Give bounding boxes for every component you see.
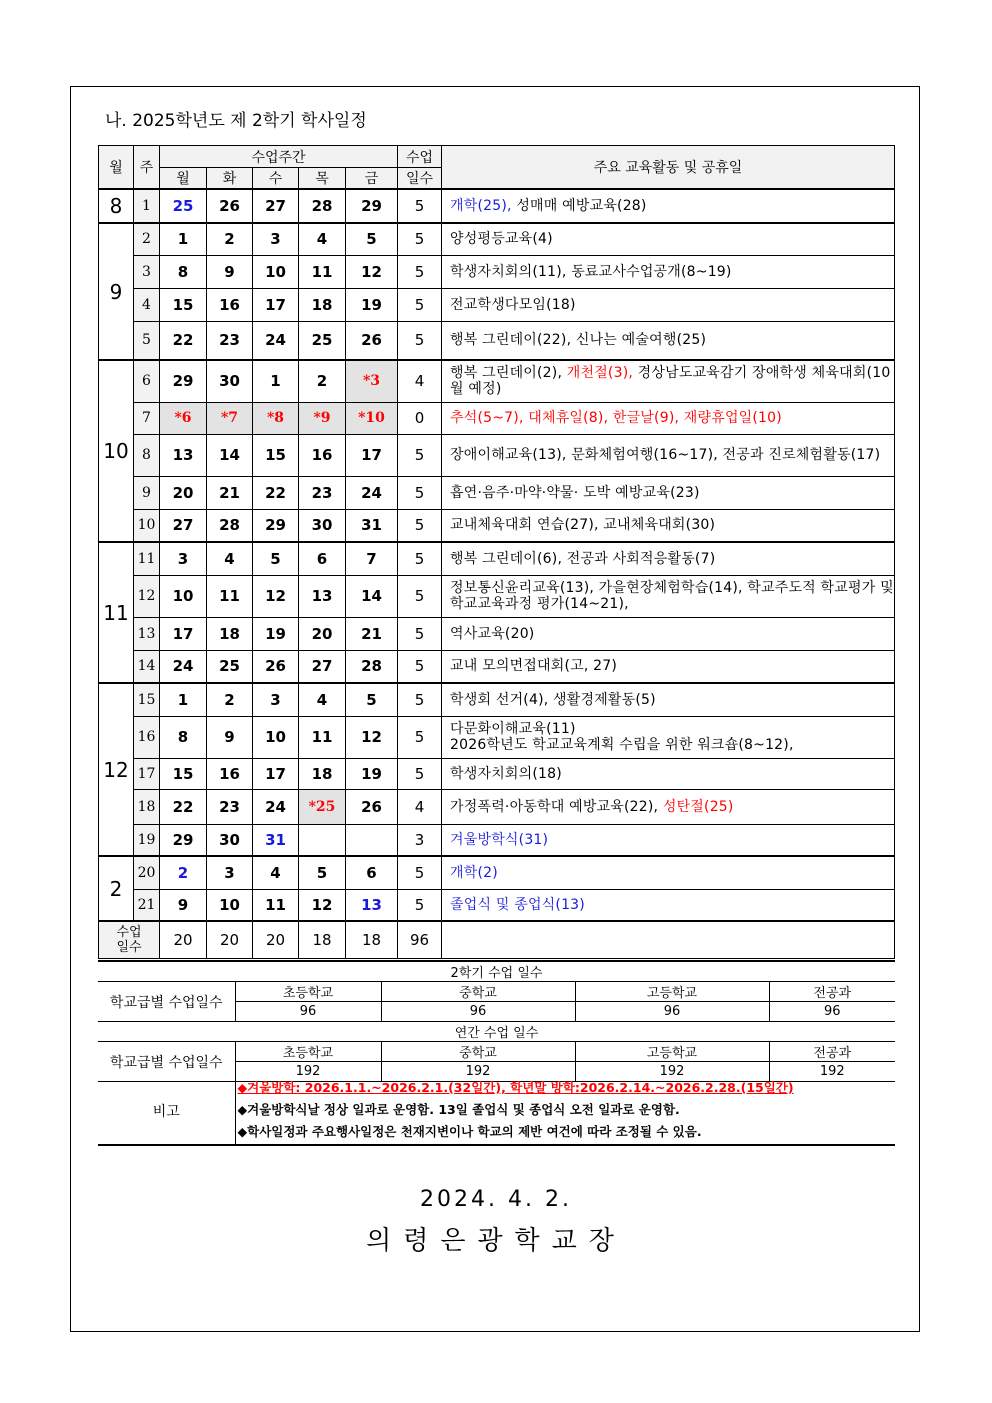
- activity-cell: 겨울방학식(31): [442, 824, 895, 856]
- month-cell: 2: [99, 856, 134, 921]
- class-days-cell: 5: [398, 434, 442, 476]
- table-row: [99, 255, 895, 288]
- header-week: 주: [134, 146, 160, 190]
- class-days-cell: 5: [398, 321, 442, 360]
- day-cell: 17: [346, 434, 398, 476]
- table-row: [99, 288, 895, 321]
- day-cell: 30: [207, 824, 253, 856]
- day-cell: 29: [253, 509, 299, 542]
- day-cell: 26: [207, 189, 253, 223]
- totals-empty: [442, 921, 895, 958]
- notes-content: [235, 1078, 895, 1145]
- class-days-cell: 5: [398, 542, 442, 575]
- week-cell: 17: [134, 758, 160, 789]
- table-row: [99, 617, 895, 650]
- class-days-cell: 5: [398, 889, 442, 921]
- total-cell: 20: [160, 921, 207, 958]
- week-cell: 21: [134, 889, 160, 921]
- class-days-cell: 5: [398, 650, 442, 683]
- table-row: [99, 824, 895, 856]
- activity-cell: 행복 그린데이(6), 전공과 사회적응활동(7): [442, 542, 895, 575]
- table-row: [99, 650, 895, 683]
- holiday-cell: *7: [207, 402, 253, 434]
- day-cell: 4: [253, 856, 299, 889]
- week-cell: 20: [134, 856, 160, 889]
- day-cell: 29: [160, 360, 207, 402]
- day-cell: 3: [253, 223, 299, 255]
- year-days-value: 192: [381, 1062, 575, 1082]
- table-row: [99, 321, 895, 360]
- sem-days-value: 96: [381, 1002, 575, 1022]
- day-cell: 24: [253, 789, 299, 824]
- total-cell: 20: [207, 921, 253, 958]
- day-cell: 27: [299, 650, 346, 683]
- day-cell: 8: [160, 255, 207, 288]
- day-cell: 31: [346, 509, 398, 542]
- total-cell: 18: [346, 921, 398, 958]
- week-cell: 8: [134, 434, 160, 476]
- activity-cell: 행복 그린데이(22), 신나는 예술여행(25): [442, 321, 895, 360]
- class-days-cell: 5: [398, 758, 442, 789]
- day-cell: 30: [299, 509, 346, 542]
- day-cell: 2: [160, 856, 207, 889]
- header-day-mon: 월: [160, 168, 207, 190]
- class-days-cell: 5: [398, 575, 442, 617]
- day-cell: 24: [346, 476, 398, 509]
- notes-label: 비고: [98, 1078, 235, 1145]
- activity-cell: 학생자치회의(11), 동료교사수업공개(8~19): [442, 255, 895, 288]
- day-cell: 5: [346, 223, 398, 255]
- sem-days-value: 96: [769, 1002, 895, 1022]
- day-cell: 19: [346, 758, 398, 789]
- class-days-cell: 5: [398, 223, 442, 255]
- day-cell: 14: [207, 434, 253, 476]
- activity-cell: 흡연·음주·마약·약물· 도박 예방교육(23): [442, 476, 895, 509]
- page-title: 나. 2025학년도 제 2학기 학사일정: [105, 111, 367, 131]
- holiday-cell: *6: [160, 402, 207, 434]
- week-cell: 12: [134, 575, 160, 617]
- week-cell: 16: [134, 716, 160, 758]
- row-label: 학교급별 수업일수: [98, 982, 235, 1022]
- day-cell: 12: [253, 575, 299, 617]
- totals-label: 수업 일수: [99, 921, 160, 958]
- table-row: [99, 542, 895, 575]
- activity-cell: 장애이해교육(13), 문화체험여행(16~17), 전공과 진로체험활동(17): [442, 434, 895, 476]
- day-cell: 19: [346, 288, 398, 321]
- month-cell: 8: [99, 189, 134, 223]
- class-days-cell: 5: [398, 255, 442, 288]
- day-cell: 14: [346, 575, 398, 617]
- table-row: [99, 889, 895, 921]
- day-cell: 10: [160, 575, 207, 617]
- activity-cell: 행복 그린데이(2), 개천절(3), 경상남도교육감기 장애학생 체육대회(10월 예정): [442, 360, 895, 402]
- sem-days-value: 96: [575, 1002, 769, 1022]
- table-row: [99, 789, 895, 824]
- day-cell: 27: [160, 509, 207, 542]
- row-label: 학교급별 수업일수: [98, 1042, 235, 1082]
- week-cell: 18: [134, 789, 160, 824]
- day-cell: 9: [207, 716, 253, 758]
- header-class-days: 수업: [398, 146, 442, 168]
- day-cell: 9: [207, 255, 253, 288]
- day-cell: 26: [346, 321, 398, 360]
- week-cell: 1: [134, 189, 160, 223]
- table-row: [99, 223, 895, 255]
- total-class-days: 96: [398, 921, 442, 958]
- day-cell: 11: [299, 255, 346, 288]
- class-days-cell: 5: [398, 617, 442, 650]
- activity-cell: 개학(2): [442, 856, 895, 889]
- activity-cell: 양성평등교육(4): [442, 223, 895, 255]
- day-cell: 31: [253, 824, 299, 856]
- holiday-cell: *25: [299, 789, 346, 824]
- class-days-cell: 5: [398, 509, 442, 542]
- day-cell: 11: [299, 716, 346, 758]
- day-cell: 15: [160, 758, 207, 789]
- holiday-cell: *3: [346, 360, 398, 402]
- day-cell: 1: [160, 223, 207, 255]
- day-cell: 4: [299, 683, 346, 716]
- total-cell: 18: [299, 921, 346, 958]
- day-cell: 4: [299, 223, 346, 255]
- week-cell: 14: [134, 650, 160, 683]
- header-day-fri: 금: [346, 168, 398, 190]
- month-cell: 12: [99, 683, 134, 856]
- note-vacation: ◆겨울방학: 2026.1.1.~2026.2.1.(32일간), 학년말 방학:2026.2.14.~2026.2.28.(15일간): [237, 1080, 794, 1095]
- day-cell: 24: [253, 321, 299, 360]
- activity-cell: 교내 모의면접대회(고, 27): [442, 650, 895, 683]
- day-cell: 18: [299, 758, 346, 789]
- day-cell: 5: [299, 856, 346, 889]
- level-elementary: 초등학교: [235, 982, 381, 1002]
- level-high: 고등학교: [575, 982, 769, 1002]
- day-cell: 28: [346, 650, 398, 683]
- day-cell: 6: [299, 542, 346, 575]
- level-middle: 중학교: [381, 982, 575, 1002]
- week-cell: 7: [134, 402, 160, 434]
- class-days-cell: 5: [398, 683, 442, 716]
- day-cell: 3: [207, 856, 253, 889]
- level-high: 고등학교: [575, 1042, 769, 1062]
- day-cell: 5: [253, 542, 299, 575]
- day-cell: 8: [160, 716, 207, 758]
- semester-days-title: 2학기 수업 일수: [98, 961, 895, 982]
- day-cell: 13: [299, 575, 346, 617]
- day-cell: 2: [207, 223, 253, 255]
- day-cell: 23: [207, 789, 253, 824]
- day-cell: 13: [346, 889, 398, 921]
- week-cell: 15: [134, 683, 160, 716]
- total-cell: 20: [253, 921, 299, 958]
- day-cell: 20: [160, 476, 207, 509]
- month-cell: 9: [99, 223, 134, 360]
- totals-row: [99, 921, 895, 958]
- week-cell: 11: [134, 542, 160, 575]
- day-cell: 9: [160, 889, 207, 921]
- day-cell: 22: [160, 321, 207, 360]
- day-cell: 11: [207, 575, 253, 617]
- day-cell: 12: [346, 716, 398, 758]
- day-cell: 22: [253, 476, 299, 509]
- day-cell: 3: [253, 683, 299, 716]
- day-cell: 17: [253, 288, 299, 321]
- day-cell: 20: [299, 617, 346, 650]
- day-cell: 3: [160, 542, 207, 575]
- table-row: [99, 360, 895, 402]
- level-middle: 중학교: [381, 1042, 575, 1062]
- class-days-cell: 0: [398, 402, 442, 434]
- day-cell: 13: [160, 434, 207, 476]
- level-major: 전공과: [769, 1042, 895, 1062]
- day-cell: 10: [253, 255, 299, 288]
- day-cell: 16: [299, 434, 346, 476]
- table-row: [99, 476, 895, 509]
- day-cell: 1: [160, 683, 207, 716]
- header-day-tue: 화: [207, 168, 253, 190]
- day-cell: 6: [346, 856, 398, 889]
- sem-days-value: 96: [235, 1002, 381, 1022]
- day-cell: 7: [346, 542, 398, 575]
- activity-cell: 추석(5~7), 대체휴일(8), 한글날(9), 재량휴업일(10): [442, 402, 895, 434]
- day-cell: 21: [207, 476, 253, 509]
- day-cell: 26: [346, 789, 398, 824]
- class-days-cell: 4: [398, 789, 442, 824]
- day-cell: [346, 824, 398, 856]
- day-cell: 1: [253, 360, 299, 402]
- table-row: [99, 856, 895, 889]
- day-cell: 30: [207, 360, 253, 402]
- class-days-cell: 5: [398, 288, 442, 321]
- class-days-cell: 5: [398, 716, 442, 758]
- day-cell: 25: [207, 650, 253, 683]
- day-cell: 16: [207, 758, 253, 789]
- week-cell: 4: [134, 288, 160, 321]
- header-class-weeks: 수업주간: [160, 146, 398, 168]
- year-days-value: 192: [235, 1062, 381, 1082]
- day-cell: 23: [299, 476, 346, 509]
- day-cell: 24: [160, 650, 207, 683]
- day-cell: 19: [253, 617, 299, 650]
- table-row: [99, 402, 895, 434]
- class-days-cell: 3: [398, 824, 442, 856]
- activity-cell: 가정폭력·아동학대 예방교육(22), 성탄절(25): [442, 789, 895, 824]
- week-cell: 6: [134, 360, 160, 402]
- day-cell: 12: [346, 255, 398, 288]
- level-major: 전공과: [769, 982, 895, 1002]
- day-cell: 11: [253, 889, 299, 921]
- day-cell: 27: [253, 189, 299, 223]
- day-cell: 18: [207, 617, 253, 650]
- day-cell: 10: [253, 716, 299, 758]
- day-cell: [299, 824, 346, 856]
- holiday-cell: *10: [346, 402, 398, 434]
- note-adjustment: ◆학사일정과 주요행사일정은 천재지변이나 학교의 제반 여건에 따라 조정될 수 있음.: [237, 1124, 702, 1139]
- table-row: [99, 434, 895, 476]
- header-day-wed: 수: [253, 168, 299, 190]
- day-cell: 29: [346, 189, 398, 223]
- month-cell: 10: [99, 360, 134, 542]
- day-cell: 5: [346, 683, 398, 716]
- table-row: [99, 758, 895, 789]
- holiday-cell: *8: [253, 402, 299, 434]
- class-days-cell: 5: [398, 856, 442, 889]
- day-cell: 2: [207, 683, 253, 716]
- day-cell: 10: [207, 889, 253, 921]
- day-cell: 15: [160, 288, 207, 321]
- issue-date: 2024. 4. 2.: [420, 1187, 572, 1212]
- day-cell: 16: [207, 288, 253, 321]
- week-cell: 10: [134, 509, 160, 542]
- activity-cell: 다문화이해교육(11) 2026학년도 학교교육계획 수립을 위한 워크숍(8~12),: [442, 716, 895, 758]
- table-row: [99, 716, 895, 758]
- table-row: [99, 683, 895, 716]
- header-day-thu: 목: [299, 168, 346, 190]
- header-activities: 주요 교육활동 및 공휴일: [442, 146, 895, 190]
- day-cell: 15: [253, 434, 299, 476]
- day-cell: 26: [253, 650, 299, 683]
- holiday-cell: *9: [299, 402, 346, 434]
- week-cell: 9: [134, 476, 160, 509]
- day-cell: 28: [207, 509, 253, 542]
- activity-cell: 졸업식 및 종업식(13): [442, 889, 895, 921]
- activity-cell: 전교학생다모임(18): [442, 288, 895, 321]
- annual-days-title: 연간 수업 일수: [98, 1022, 895, 1042]
- class-days-cell: 5: [398, 189, 442, 223]
- day-cell: 2: [299, 360, 346, 402]
- activity-cell: 역사교육(20): [442, 617, 895, 650]
- day-cell: 12: [299, 889, 346, 921]
- activity-cell: 학생자치회의(18): [442, 758, 895, 789]
- class-days-cell: 4: [398, 360, 442, 402]
- day-cell: 23: [207, 321, 253, 360]
- table-row: [99, 509, 895, 542]
- day-cell: 4: [207, 542, 253, 575]
- day-cell: 18: [299, 288, 346, 321]
- note-ceremony: ◆겨울방학식날 정상 일과로 운영함. 13일 졸업식 및 종업식 오전 일과로 운영함.: [237, 1102, 680, 1117]
- week-cell: 2: [134, 223, 160, 255]
- summary-table: [98, 960, 895, 1082]
- table-row: [99, 189, 895, 223]
- notes-table: [98, 1078, 895, 1146]
- day-cell: 29: [160, 824, 207, 856]
- day-cell: 22: [160, 789, 207, 824]
- day-cell: 17: [253, 758, 299, 789]
- year-days-value: 192: [769, 1062, 895, 1082]
- activity-cell: 개학(25), 성매매 예방교육(28): [442, 189, 895, 223]
- week-cell: 19: [134, 824, 160, 856]
- day-cell: 17: [160, 617, 207, 650]
- class-days-cell: 5: [398, 476, 442, 509]
- day-cell: 28: [299, 189, 346, 223]
- month-cell: 11: [99, 542, 134, 683]
- activity-cell: 정보통신윤리교육(13), 가을현장체험학습(14), 학교주도적 학교평가 및 학교교육과정 평가(14~21),: [442, 575, 895, 617]
- week-cell: 13: [134, 617, 160, 650]
- week-cell: 3: [134, 255, 160, 288]
- level-elementary: 초등학교: [235, 1042, 381, 1062]
- header-month: 월: [99, 146, 134, 190]
- schedule-table: [98, 145, 895, 959]
- week-cell: 5: [134, 321, 160, 360]
- activity-cell: 교내체육대회 연습(27), 교내체육대회(30): [442, 509, 895, 542]
- school-principal: 의령은광학교장: [366, 1226, 626, 1256]
- day-cell: 21: [346, 617, 398, 650]
- activity-cell: 학생회 선거(4), 생활경제활동(5): [442, 683, 895, 716]
- day-cell: 25: [160, 189, 207, 223]
- year-days-value: 192: [575, 1062, 769, 1082]
- table-row: [99, 575, 895, 617]
- header-class-days-2: 일수: [398, 168, 442, 190]
- day-cell: 25: [299, 321, 346, 360]
